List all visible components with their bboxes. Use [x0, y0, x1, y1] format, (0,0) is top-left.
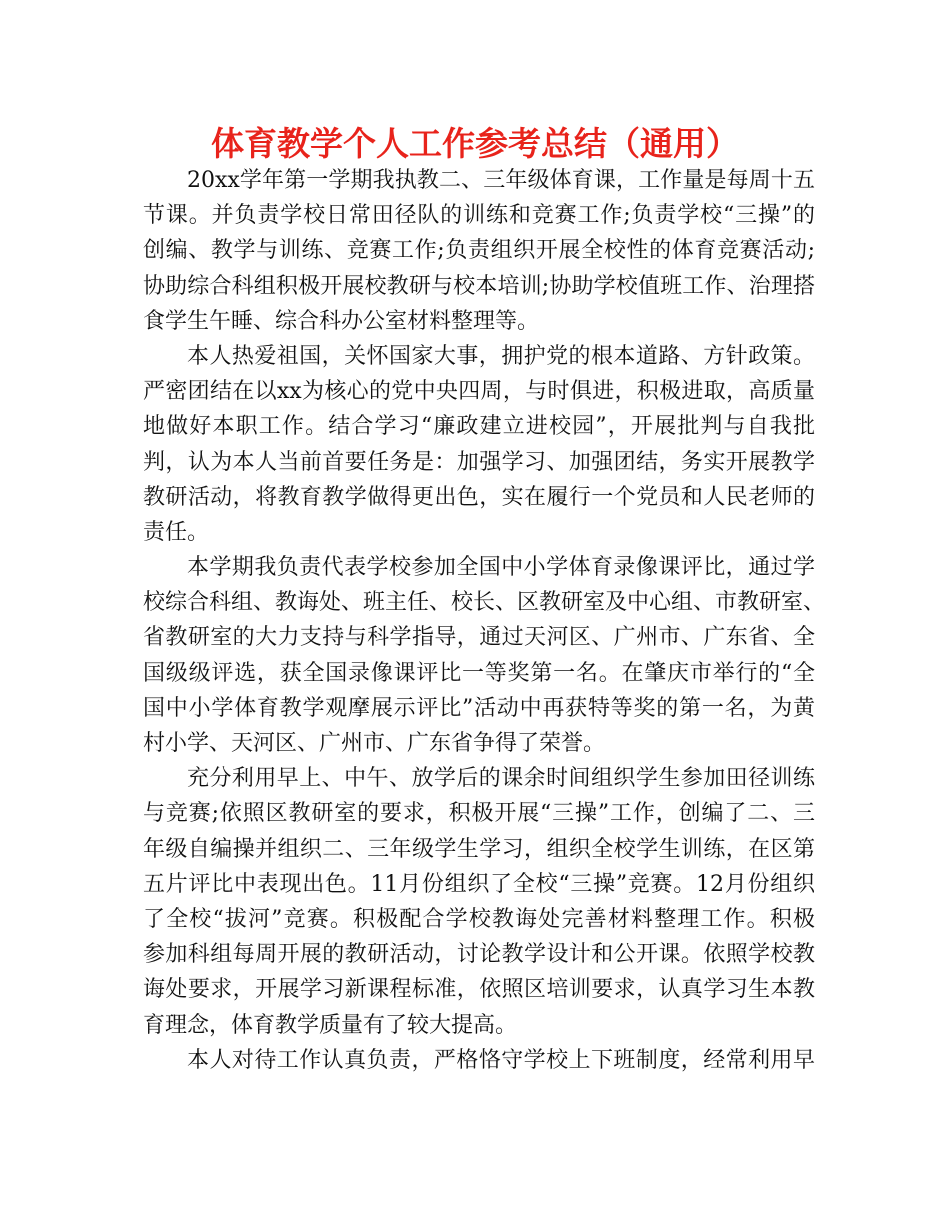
paragraph-line: 教研活动，将教育教学做得更出色，实在履行一个党员和人民老师的 — [143, 484, 815, 510]
paragraph-line: 创编、教学与训练、竞赛工作;负责组织开展全校性的体育竞赛活动; — [143, 238, 815, 264]
paragraph-line: 20xx学年第一学期我执教二、三年级体育课，工作量是每周十五 — [187, 168, 815, 193]
paragraph-line: 年级自编操并组织二、三年级学生学习，组织全校学生训练，在区第 — [143, 836, 815, 862]
paragraph-line: 食学生午睡、综合科办公室材料整理等。 — [143, 308, 540, 334]
paragraph-line: 节课。并负责学校日常田径队的训练和竞赛工作;负责学校“三操”的 — [143, 203, 815, 229]
paragraph-line: 国级级评选，获全国录像课评比一等奖第一名。在肇庆市举行的“全 — [143, 660, 815, 686]
paragraph-line: 责任。 — [143, 519, 210, 545]
paragraph-line: 地做好本职工作。结合学习“廉政建立进校园”，开展批判与自我批 — [143, 414, 815, 440]
paragraph-line: 严密团结在以xx为核心的党中央四周，与时俱进，积极进取，高质量 — [143, 379, 815, 405]
paragraph-line: 本学期我负责代表学校参加全国中小学体育录像课评比，通过学 — [187, 555, 815, 581]
paragraph-line: 校综合科组、教诲处、班主任、校长、区教研室及中心组、市教研室、 — [143, 590, 826, 616]
paragraph — [143, 339, 815, 550]
paragraph — [143, 163, 815, 339]
document-title: 体育教学个人工作参考总结（通用） — [211, 124, 739, 163]
paragraph-line: 五片评比中表现出色。11月份组织了全校“三操”竞赛。12月份组织 — [143, 871, 815, 897]
paragraph-line: 育理念，体育教学质量有了较大提高。 — [143, 1012, 518, 1038]
paragraph — [143, 761, 815, 1043]
paragraph — [143, 550, 826, 761]
paragraph — [143, 1043, 815, 1078]
paragraph-line: 省教研室的大力支持与科学指导，通过天河区、广州市、广东省、全 — [143, 625, 815, 651]
paragraph-line: 判，认为本人当前首要任务是：加强学习、加强团结，务实开展教学 — [143, 449, 815, 475]
paragraph-line: 本人热爱祖国，关怀国家大事，拥护党的根本道路、方针政策。 — [187, 343, 815, 369]
paragraph-line: 与竞赛;依照区教研室的要求，积极开展“三操”工作，创编了二、三 — [143, 801, 815, 827]
paragraph-line: 国中小学体育教学观摩展示评比”活动中再获特等奖的第一名，为黄 — [143, 695, 815, 721]
paragraph-line: 充分利用早上、中午、放学后的课余时间组织学生参加田径训练 — [187, 766, 815, 792]
paragraph-line: 参加科组每周开展的教研活动，讨论教学设计和公开课。依照学校教 — [143, 942, 815, 968]
paragraph-line: 协助综合科组积极开展校教研与校本培训;协助学校值班工作、治理搭 — [143, 273, 815, 299]
paragraph-line: 本人对待工作认真负责，严格恪守学校上下班制度，经常利用早 — [187, 1047, 815, 1073]
paragraph-line: 村小学、天河区、广州市、广东省争得了荣誉。 — [143, 731, 606, 756]
paragraph-line: 了全校“拔河”竞赛。积极配合学校教诲处完善材料整理工作。积极 — [143, 906, 815, 932]
paragraph-line: 诲处要求，开展学习新课程标准，依照区培训要求，认真学习生本教 — [143, 977, 815, 1003]
document-body — [143, 163, 826, 1078]
